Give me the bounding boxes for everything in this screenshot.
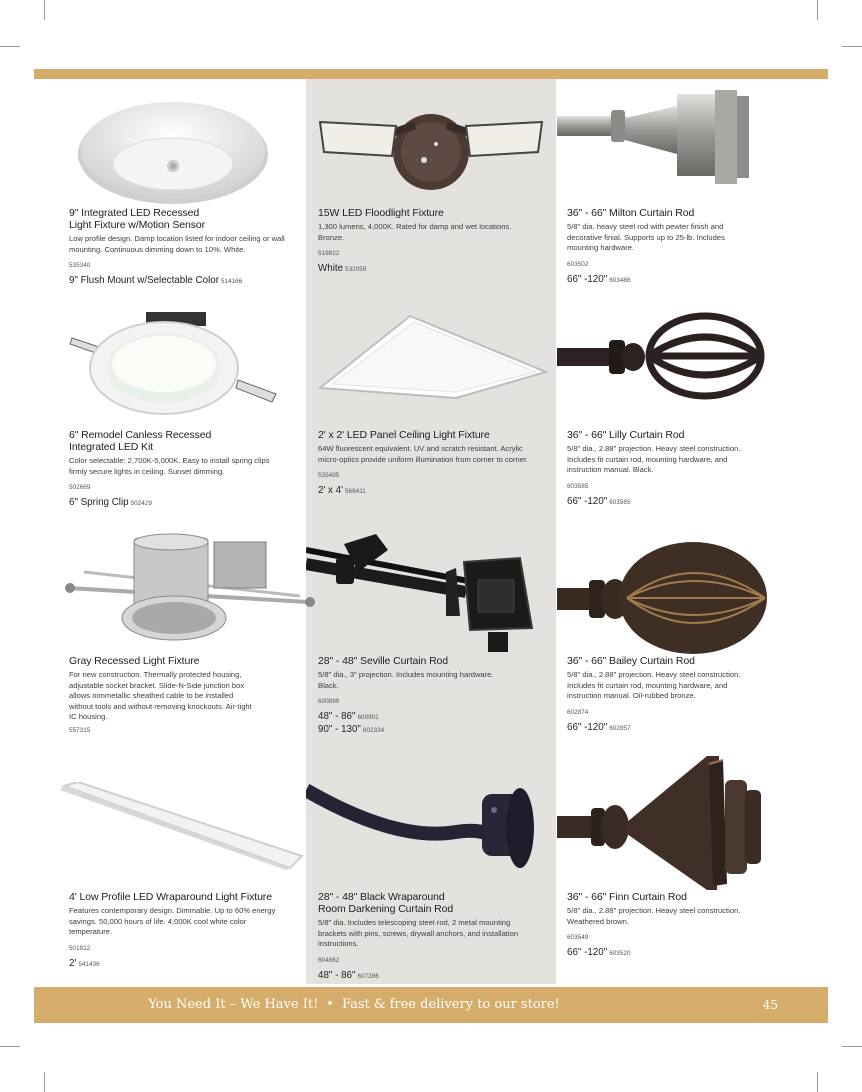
product-description: 5/8" dia. Includes telescoping steel rod, 2 metal mounting brackets with pins, screws, drywall anchors, and installation instructions.: [318, 918, 519, 948]
product-variant: 48" - 86" 600901: [318, 711, 379, 722]
product-sku: 603502: [567, 260, 589, 268]
footer-tagline: [34, 987, 674, 1023]
footer-delivery-note: Fast & free delivery to our store!: [341, 997, 560, 1012]
product-variant: 66" -120" 603520: [567, 947, 631, 958]
product-variant: 90" - 130" 602334: [318, 724, 385, 735]
product-sku: 501912: [69, 944, 91, 952]
product-title: 9" Integrated LED Recessed Light Fixture w/Motion Sensor: [69, 207, 205, 231]
gray-recessed-fixture-image: [64, 532, 316, 650]
product-sku: 604862: [318, 956, 340, 964]
product-card: [567, 429, 757, 507]
bailey-curtain-rod-image: [557, 540, 771, 660]
product-sku: 535340: [69, 262, 91, 269]
product-variant: 2' x 4' 568411: [318, 485, 366, 496]
product-description: Color selectable: 2,700K-5,000K. Easy to install spring clips firmly secure lights in ceiling. Sunset dimming.: [69, 456, 270, 476]
product-card: [567, 655, 757, 733]
wraparound-light-fixture-image: [58, 782, 304, 872]
product-sku: 535495: [318, 472, 340, 479]
product-variant: 66" -120" 603565: [567, 495, 631, 507]
floodlight-fixture-image: [314, 100, 548, 200]
product-description: 5/8" dia., 2.88" projection. Heavy steel construction. Includes fit curtain rod, mounting hardware, and instruction manual. Oil-rubbed bronze.: [567, 670, 741, 700]
product-card: [69, 891, 289, 969]
led-motion-sensor-fixture-image: [76, 82, 271, 207]
product-variant: 6" Spring Clip 502429: [69, 497, 152, 508]
footer-separator: •: [326, 997, 334, 1012]
product-title: 28" - 48" Seville Curtain Rod: [318, 655, 449, 667]
product-title: 15W LED Floodlight Fixture: [318, 207, 444, 219]
product-card: [318, 655, 508, 735]
footer-slogan: You Need It – We Have It!: [148, 997, 319, 1012]
product-variant: 48" - 86" 607286: [318, 969, 379, 981]
product-description: 5/8" dia., 2.88" projection. Heavy steel construction. Weathered brown.: [567, 906, 741, 926]
seville-curtain-rod-image: [306, 532, 536, 662]
product-card: [69, 207, 289, 286]
product-sku: 600899: [318, 698, 340, 705]
product-card: [567, 891, 757, 958]
product-description: 5/8" dia. heavy steel rod with pewter finish and decorative finial. Supports up to 25-lb. Includes mounting hardware.: [567, 222, 725, 252]
product-sku: 502669: [69, 484, 91, 491]
milton-curtain-rod-image: [557, 88, 765, 196]
black-wraparound-curtain-rod-image: [306, 782, 542, 882]
product-title: 28" - 48" Black Wraparound Room Darkening Curtain Rod: [318, 891, 454, 915]
product-description: For new construction. Thermally protected housing, adjustable socket bracket. Slide-N-Side junction box allows nonmetallic sheathed cable to be installed without tools and without removing knockouts. Air-tight IC housing.: [69, 670, 252, 721]
product-sku: 603549: [567, 934, 589, 941]
product-sku: 557315: [69, 726, 91, 734]
product-title: 36" - 66" Lilly Curtain Rod: [567, 429, 685, 441]
product-description: 1,300 lumens, 4,000K. Rated for damp and wet locations. Bronze.: [318, 222, 512, 242]
product-variant: 2' 541436: [69, 957, 100, 969]
product-title: 6" Remodel Canless Recessed Integrated LED Kit: [69, 429, 212, 453]
product-description: Low profile design. Damp location listed for indoor ceiling or wall mounting. Continuous dimming down to 10%. White.: [69, 234, 285, 254]
page-number: 45: [762, 998, 778, 1012]
product-card: [318, 429, 533, 496]
product-sku: 602874: [567, 708, 589, 716]
product-title: 36" - 66" Finn Curtain Rod: [567, 891, 687, 903]
product-sku: 603585: [567, 482, 589, 490]
product-card: [318, 891, 530, 981]
lilly-curtain-rod-image: [557, 308, 769, 406]
product-variant: White 532059: [318, 263, 367, 274]
product-card: [69, 429, 289, 508]
product-variant: 66" -120" 603486: [567, 273, 631, 285]
finn-curtain-rod-image: [557, 752, 767, 894]
product-card: [318, 207, 518, 274]
product-variant: 9" Flush Mount w/Selectable Color 514166: [69, 275, 243, 286]
product-title: 4' Low Profile LED Wraparound Light Fixture: [69, 891, 272, 903]
product-description: 5/8" dia., 3" projection. Includes mounting hardware. Black.: [318, 670, 494, 690]
product-sku: 519822: [318, 250, 340, 257]
product-title: 2' x 2' LED Panel Ceiling Light Fixture: [318, 429, 490, 441]
product-title: 36" - 66" Milton Curtain Rod: [567, 207, 695, 219]
canless-recessed-led-kit-image: [68, 310, 280, 415]
product-title: Gray Recessed Light Fixture: [69, 655, 200, 667]
product-description: 64W fluorescent equivalent. UV and scratch resistant. Acrylic micro-optics provide uniform illumination from corner to corner.: [318, 444, 529, 464]
product-description: 5/8" dia., 2.88" projection. Heavy steel construction. Includes fit curtain rod, mounting hardware, and instruction manual. Black.: [567, 444, 741, 474]
product-title: 36" - 66" Bailey Curtain Rod: [567, 655, 695, 667]
product-variant: 66" -120" 602857: [567, 721, 631, 733]
product-card: [567, 207, 757, 285]
top-band: [34, 69, 828, 79]
product-card: [69, 655, 259, 734]
led-panel-image: [316, 312, 550, 402]
footer-banner: [34, 987, 828, 1023]
product-description: Features contemporary design. Dimmable. Up to 60% energy savings. 50,000 hours of life. 4,000K cool white color temperature.: [69, 906, 276, 936]
